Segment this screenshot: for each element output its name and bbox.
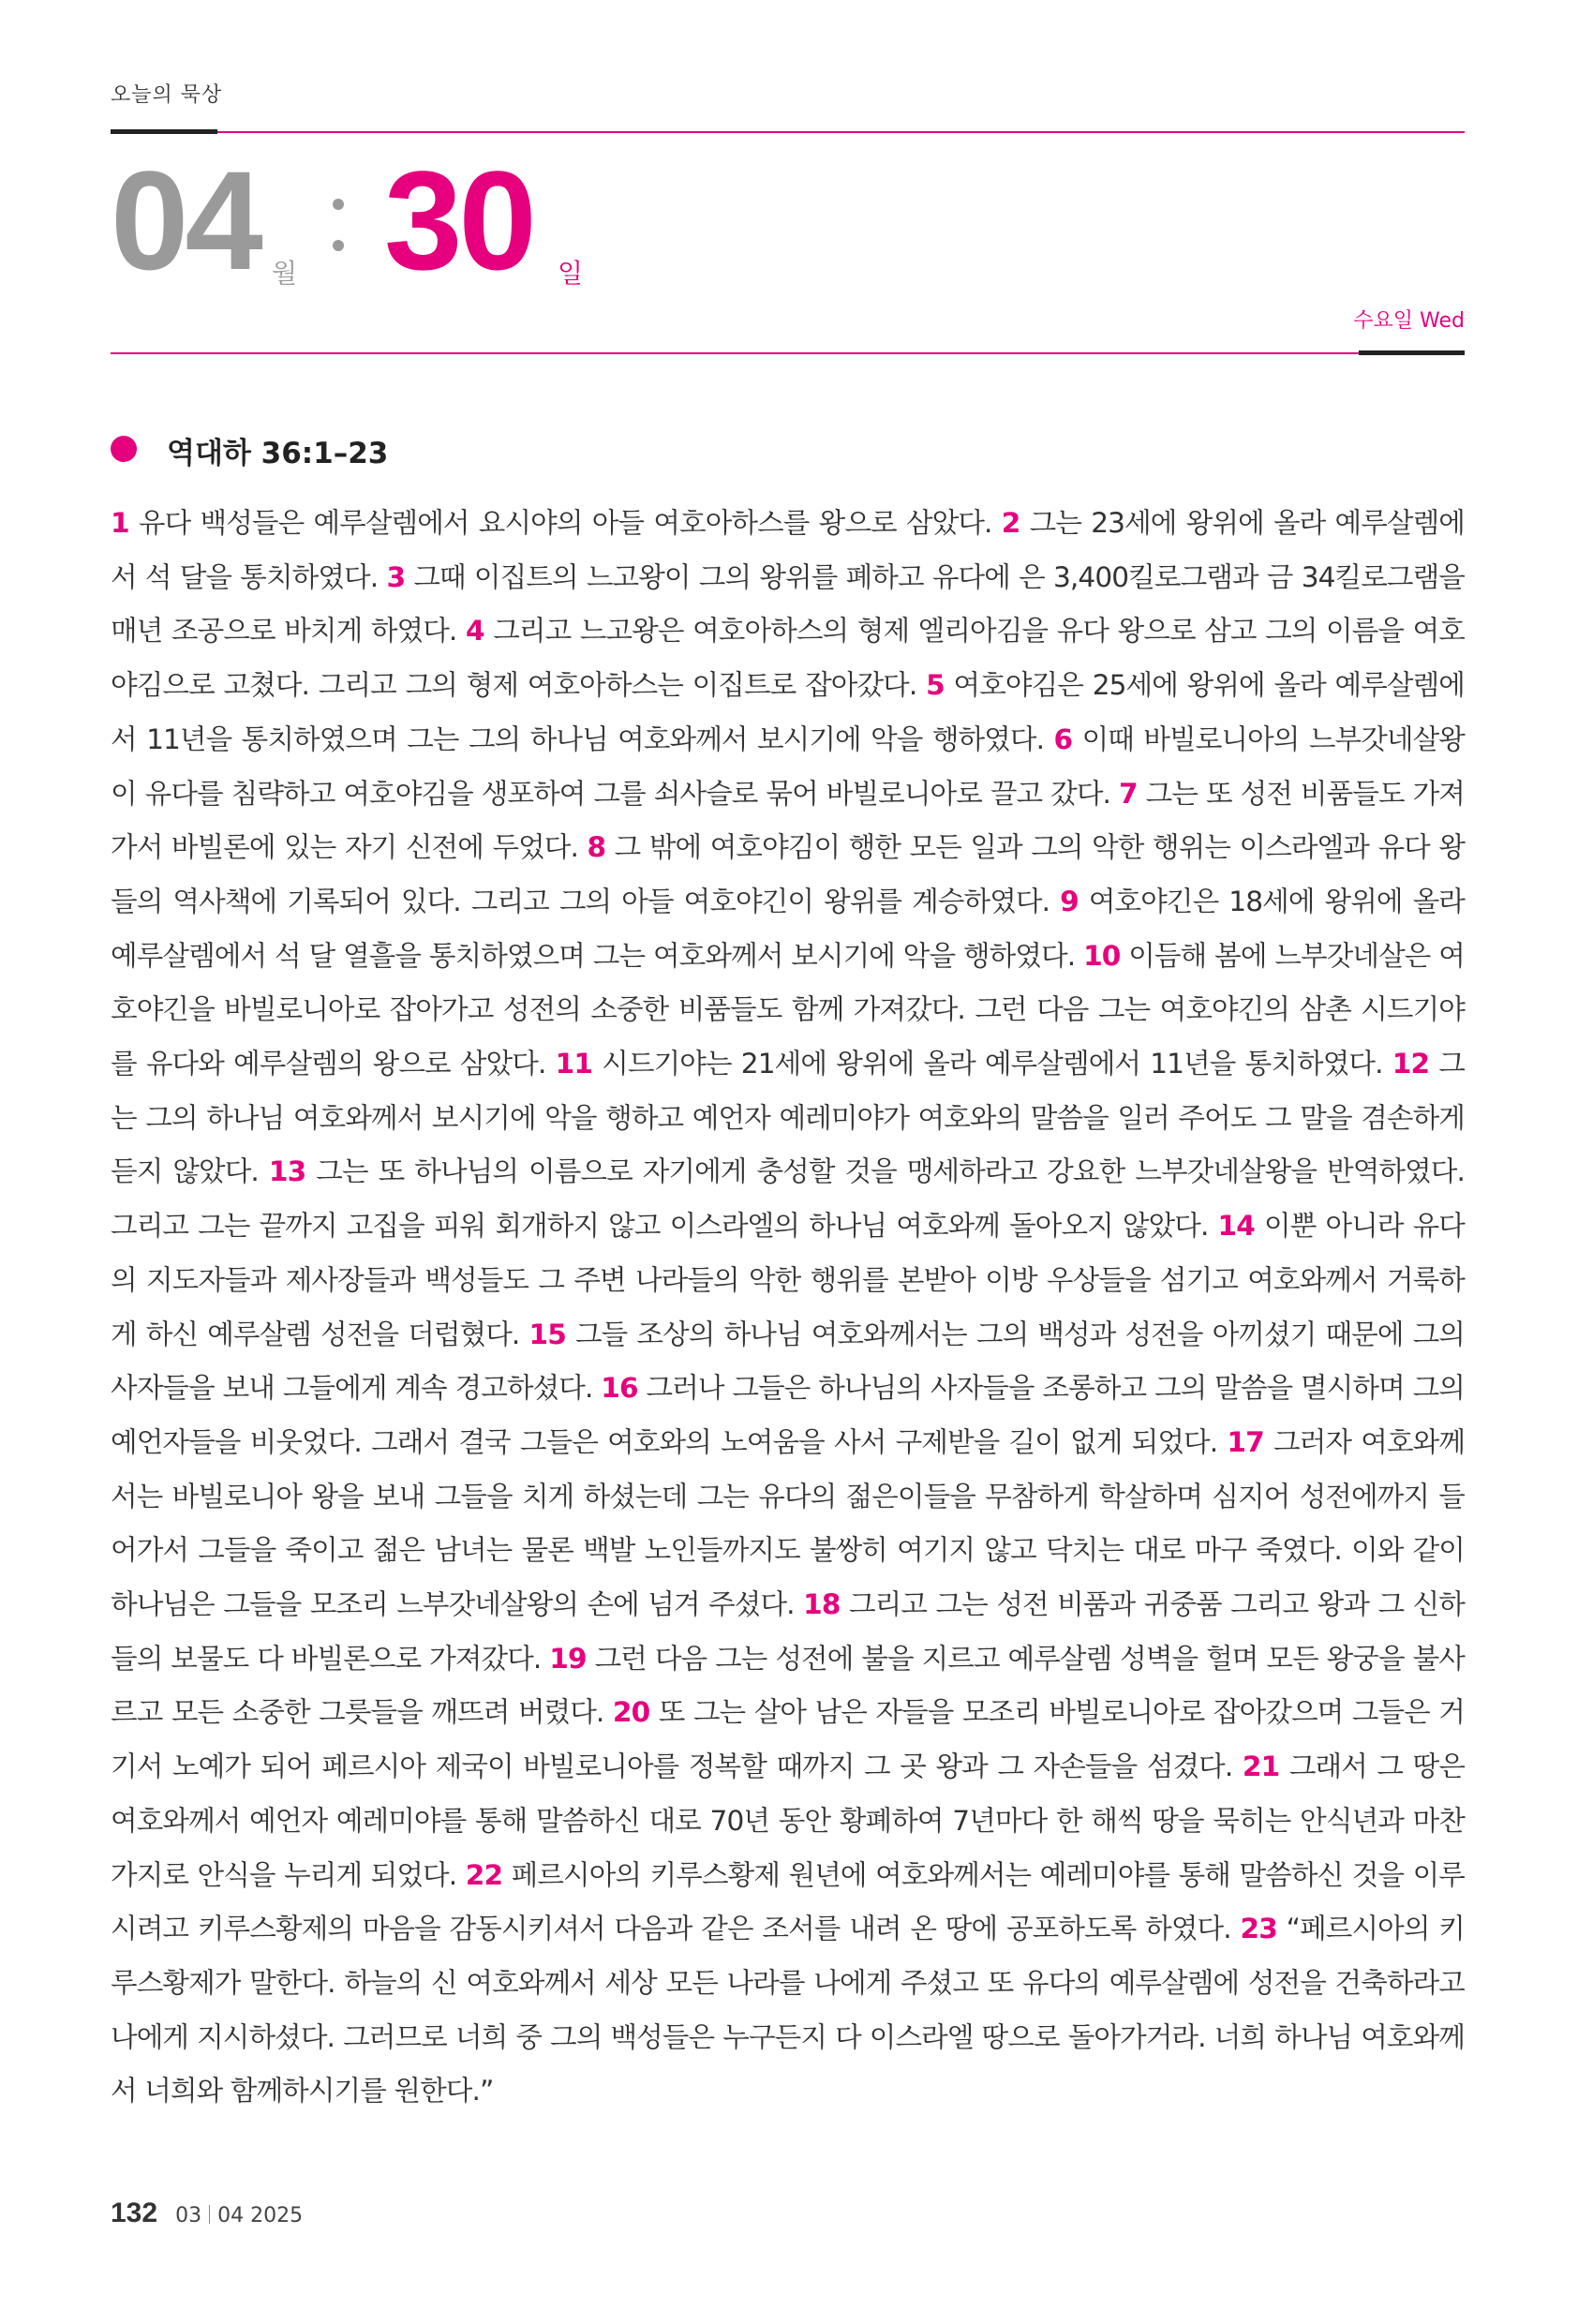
verse-text: 여호야김은 25세에 왕위에 올라 예루살렘에서 11년을 통치하였으며 그는 그의 하나님 여호와께서 보시기에 악을 행하였다.: [111, 669, 1465, 755]
verse-number: 23: [1240, 1913, 1277, 1945]
date-colon: [333, 199, 346, 264]
verse-number: 15: [528, 1318, 566, 1350]
issue-separator: [209, 2205, 210, 2224]
verse-number: 14: [1217, 1210, 1255, 1243]
verse-text: 또 그는 살아 남은 자들을 모조리 바빌로니아로 잡아갔으며 그들은 거기서 노예가 되어 페르시아 제국이 바빌로니아를 정복할 때까지 그 곳 왕과 그 자손들을 섬겼다.: [111, 1696, 1465, 1783]
verse-text: 여호야긴은 18세에 왕위에 올라 예루살렘에서 석 달 열흘을 통치하였으며 그는 여호와께서 보시기에 악을 행하였다.: [111, 885, 1465, 972]
verse-text: 그러나 그들은 하나님의 사자들을 조롱하고 그의 말씀을 멸시하며 그의 예언자들을 비웃었다. 그래서 결국 그들은 여호와의 노여움을 사서 구제받을 길이 없게 되었다.: [111, 1372, 1465, 1458]
verse-number: 18: [803, 1588, 841, 1621]
verse-text: 이때 바빌로니아의 느부갓네살왕이 유다를 침략하고 여호야김을 생포하여 그를 쇠사슬로 묶어 바빌로니아로 끌고 갔다.: [111, 723, 1465, 810]
verse-number: 10: [1083, 939, 1121, 972]
verse-number: 16: [601, 1372, 638, 1405]
verse-text: 시드기야는 21세에 왕위에 올라 예루살렘에서 11년을 통치하였다.: [602, 1048, 1383, 1080]
verse-number: 11: [555, 1048, 593, 1080]
issue-year: 04 2025: [217, 2204, 304, 2227]
verse-text: 그런 다음 그는 성전에 불을 지르고 예루살렘 성벽을 헐며 모든 왕궁을 불사르고 모든 소중한 그릇들을 깨뜨려 버렸다.: [111, 1642, 1465, 1729]
verse-text: 페르시아의 키루스황제 원년에 여호와께서는 예레미야를 통해 말씀하신 것을 이루시려고 키루스황제의 마음을 감동시키셔서 다음과 같은 조서를 내려 온 땅에 공포하도록 하였다.: [111, 1858, 1465, 1945]
header-divider-accent: [1359, 350, 1465, 355]
issue-info: [175, 2204, 303, 2227]
verse-text: 그는 또 하나님의 이름으로 자기에게 충성할 것을 맹세하라고 강요한 느부갓네살왕을 반역하였다. 그리고 그는 끝까지 고집을 피워 회개하지 않고 이스라엘의 하나님 여호와께 돌아오지 않았다.: [111, 1155, 1465, 1243]
scripture-passage: [111, 497, 1465, 2119]
verse-text: 그리고 그는 성전 비품과 귀중품 그리고 왕과 그 신하들의 보물도 다 바빌론으로 가져갔다.: [111, 1588, 1465, 1675]
verse-text: 그 밖에 여호야김이 행한 모든 일과 그의 악한 행위는 이스라엘과 유다 왕들의 역사책에 기록되어 있다. 그리고 그의 아들 여호야긴이 왕위를 계승하였다.: [111, 831, 1466, 917]
month-unit: 월: [272, 258, 298, 289]
verse-text: 그래서 그 땅은 여호와께서 예언자 예레미야를 통해 말씀하신 대로 70년 동안 황폐하여 7년마다 한 해씩 땅을 묵히는 안식년과 마찬가지로 안식을 누리게 되었다.: [111, 1750, 1466, 1891]
verse-text: 그들 조상의 하나님 여호와께서는 그의 백성과 성전을 아끼셨기 때문에 그의 사자들을 보내 그들에게 계속 경고하셨다.: [111, 1318, 1465, 1405]
verse-number: 21: [1242, 1750, 1280, 1783]
verse-number: 4: [465, 615, 484, 648]
verse-text: 그는 또 성전 비품들도 가져가서 바빌론에 있는 자기 신전에 두었다.: [111, 777, 1465, 864]
verse-text: 그는 그의 하나님 여호와께서 보시기에 악을 행하고 예언자 예레미야가 여호와의 말씀을 일러 주어도 그 말을 겸손하게 듣지 않았다.: [111, 1048, 1466, 1188]
day-unit: 일: [558, 258, 584, 289]
verse-text: 이듬해 봄에 느부갓네살은 여호야긴을 바빌로니아로 잡아가고 성전의 소중한 비품들도 함께 가져갔다. 그런 다음 그는 여호야긴의 삼촌 시드기야를 유다와 예루살렘의 왕으로 삼았다.: [111, 939, 1465, 1080]
verse-number: 6: [1053, 723, 1073, 755]
verse-number: 1: [111, 507, 129, 539]
verse-text: 그리고 느고왕은 여호아하스의 형제 엘리아김을 유다 왕으로 삼고 그의 이름을 여호야김으로 고쳤다. 그리고 그의 형제 여호아하스는 이집트로 잡아갔다.: [111, 615, 1465, 702]
verse-number: 22: [465, 1858, 503, 1891]
verse-text: “페르시아의 키루스황제가 말한다. 하늘의 신 여호와께서 세상 모든 나라를 나에게 주셨고 또 유다의 예루살렘에 성전을 건축하라고 나에게 지시하셨다. 그러므로 너희 중 그의 백성들은 누구든지 다 이스라엘 땅으로 돌아가거라. 너희 하나님 여호와께서 너희와 함께하시기를 원한다.”: [111, 1913, 1465, 2108]
bullet-dot-icon: [111, 436, 137, 462]
verse-text: 그러자 여호와께서는 바빌로니아 왕을 보내 그들을 치게 하셨는데 그는 유다의 젊은이들을 무참하게 학살하며 심지어 성전에까지 들어가서 그들을 죽이고 젊은 남녀는 물론 백발 노인들까지도 불쌍히 여기지 않고 닥치는 대로 마구 죽였다. 이와 같이 하나님은 그들을 모조리 느부갓네살왕의 손에 넘겨 주셨다.: [111, 1425, 1466, 1621]
header-divider: [111, 352, 1465, 354]
verse-number: 17: [1227, 1425, 1264, 1458]
verse-number: 9: [1060, 885, 1079, 917]
section-label: 오늘의 묵상: [111, 83, 223, 107]
verse-number: 12: [1392, 1048, 1430, 1080]
verse-text: 그때 이집트의 느고왕이 그의 왕위를 폐하고 유다에 은 3,400킬로그램과 금 34킬로그램을 매년 조공으로 바치게 하였다.: [111, 560, 1465, 648]
top-divider: [111, 131, 1465, 133]
verse-number: 7: [1118, 777, 1138, 810]
page-footer: [111, 2197, 303, 2229]
month-number: 04: [111, 142, 260, 299]
verse-text: 유다 백성들은 예루살렘에서 요시야의 아들 여호아하스를 왕으로 삼았다.: [138, 507, 992, 539]
top-divider-accent: [111, 129, 217, 134]
verse-number: 13: [268, 1155, 306, 1188]
verse-number: 20: [612, 1696, 650, 1729]
issue-month: 03: [175, 2204, 202, 2227]
verse-text: 그는 23세에 왕위에 올라 예루살렘에서 석 달을 통치하였다.: [111, 507, 1465, 593]
day-number: 30: [384, 142, 533, 299]
weekday-label: 수요일 Wed: [1353, 309, 1465, 333]
verse-number: 8: [587, 831, 606, 864]
verse-number: 5: [926, 669, 945, 702]
scripture-reference: 역대하 36:1–23: [167, 437, 389, 470]
verse-number: 2: [1001, 507, 1020, 539]
verse-text: 이뿐 아니라 유다의 지도자들과 제사장들과 백성들도 그 주변 나라들의 악한 행위를 본받아 이방 우상들을 섬기고 여호와께서 거룩하게 하신 예루살렘 성전을 더럽혔다.: [111, 1210, 1465, 1350]
page-number: 132: [111, 2197, 158, 2228]
verse-number: 19: [549, 1642, 587, 1675]
verse-number: 3: [386, 560, 406, 593]
